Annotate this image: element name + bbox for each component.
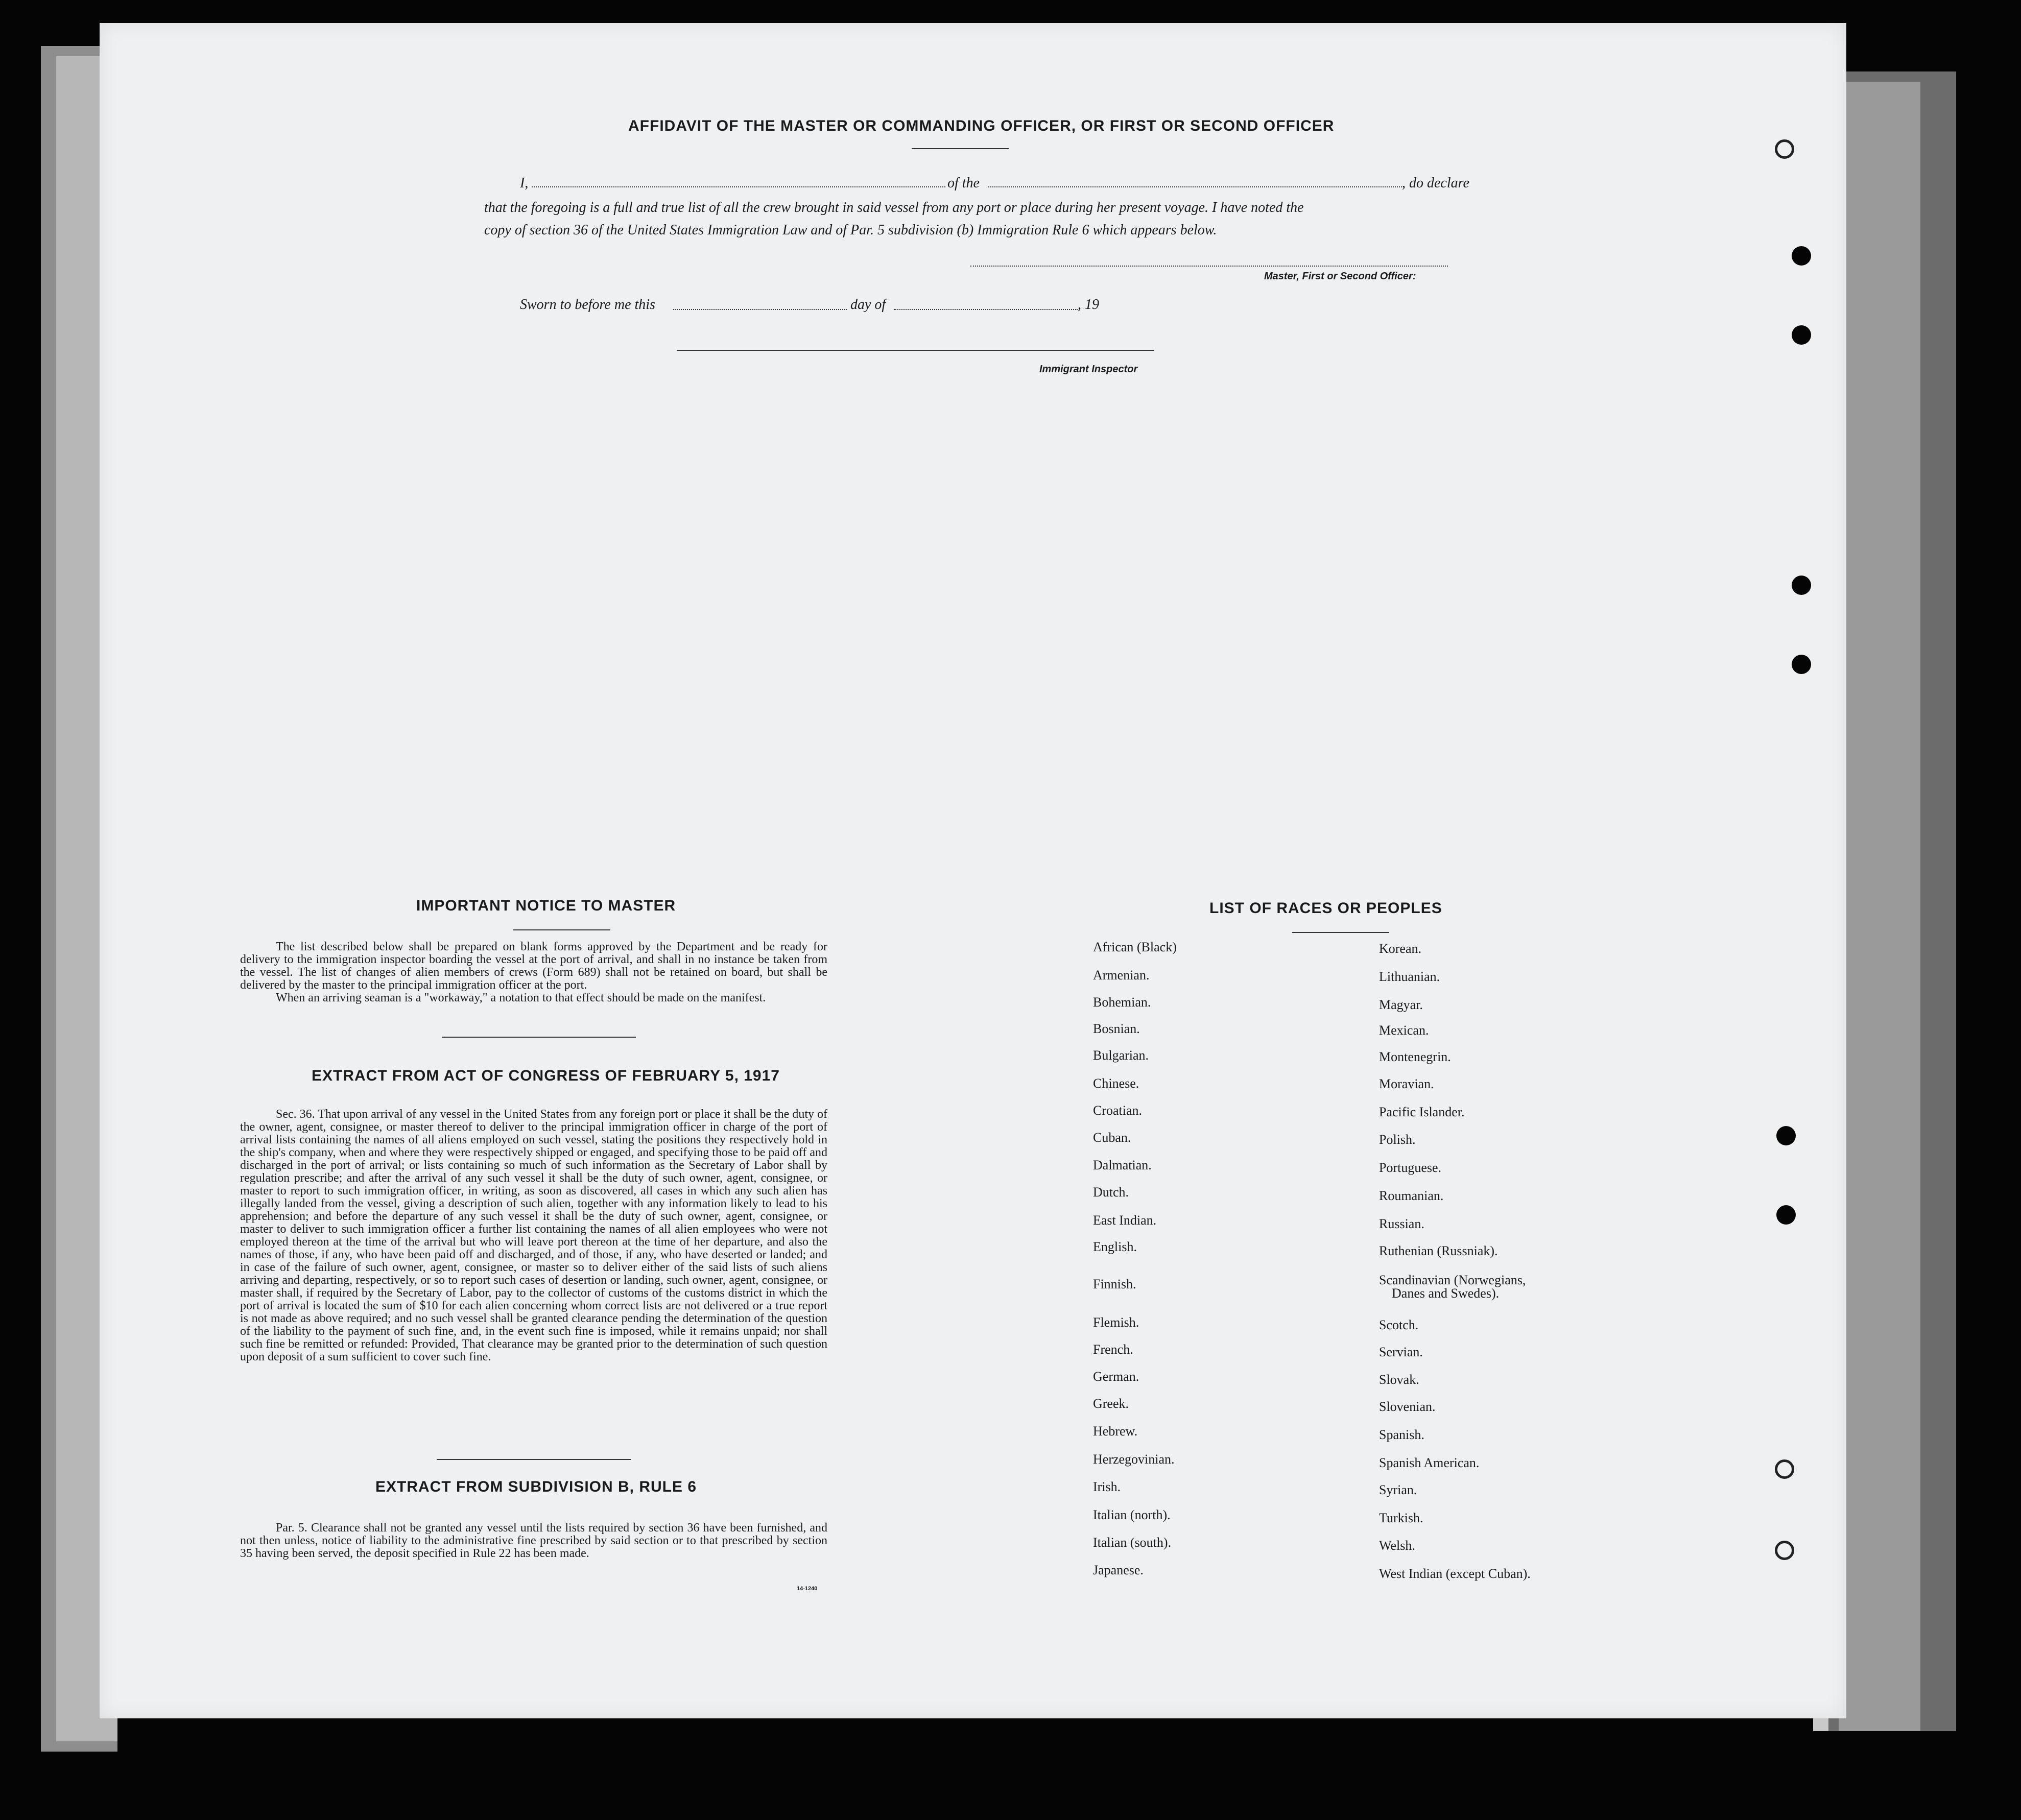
race-item: German. xyxy=(1093,1369,1139,1384)
race-item: Turkish. xyxy=(1379,1511,1423,1525)
race-item: Scotch. xyxy=(1379,1318,1419,1332)
race-item: Mexican. xyxy=(1379,1023,1429,1038)
punch-hole xyxy=(1775,1459,1794,1479)
divider xyxy=(437,1459,631,1460)
race-item: Japanese. xyxy=(1093,1563,1144,1577)
race-item: Bohemian. xyxy=(1093,995,1151,1010)
race-item: Italian (south). xyxy=(1093,1535,1172,1550)
race-item: Scandinavian (Norwegians, xyxy=(1379,1273,1526,1287)
affidavit-line2: that the foregoing is a full and true list of all the crew brought in said vessel from any port or place during her present voyage. I have noted the xyxy=(484,200,1304,215)
affidavit-i-label: I, xyxy=(520,175,529,191)
race-item: Herzegovinian. xyxy=(1093,1452,1175,1467)
race-item: Italian (north). xyxy=(1093,1507,1171,1522)
race-item: Magyar. xyxy=(1379,997,1423,1012)
race-item: Dutch. xyxy=(1093,1185,1129,1200)
race-item: Cuban. xyxy=(1093,1130,1131,1145)
notice-paragraph-1: The list described below shall be prepared on blank forms approved by the Department and be ready for delivery to the immigration inspector boarding the vessel at the port of arrival, and shall in no instance be taken from the vessel. The list of changes of alien members of crews (Form 689) shall not be retained on board, but shall be delivered by the master to the principal immigration officer at the port. xyxy=(240,940,827,992)
race-item: Greek. xyxy=(1093,1396,1129,1411)
extract-act-heading: EXTRACT FROM ACT OF CONGRESS OF FEBRUARY 5, 1917 xyxy=(312,1067,780,1084)
punch-hole xyxy=(1776,1205,1796,1225)
race-item: Pacific Islander. xyxy=(1379,1105,1465,1119)
race-item: Spanish. xyxy=(1379,1427,1424,1442)
race-item: French. xyxy=(1093,1342,1133,1357)
sworn-year: , 19 xyxy=(1078,297,1099,313)
race-item: Bosnian. xyxy=(1093,1021,1140,1036)
extract-act-body xyxy=(240,1108,827,1363)
manifest-page xyxy=(100,23,1846,1718)
race-item: African (Black) xyxy=(1093,940,1177,954)
race-item: Russian. xyxy=(1379,1216,1424,1231)
divider xyxy=(513,929,610,930)
inspector-caption: Immigrant Inspector xyxy=(1039,364,1138,375)
sworn-prefix: Sworn to before me this xyxy=(520,297,655,313)
punch-hole xyxy=(1792,655,1811,674)
affidavit-line3: copy of section 36 of the United States Immigration Law and of Par. 5 subdivision (b) Immigration Rule 6 which appears below. xyxy=(484,222,1217,238)
divider xyxy=(912,148,1009,149)
sworn-day-line xyxy=(673,309,847,310)
race-item: English. xyxy=(1093,1239,1137,1254)
underlying-sheet-right-inner xyxy=(1839,82,1920,1731)
race-item: Armenian. xyxy=(1093,968,1150,983)
race-item: Flemish. xyxy=(1093,1315,1139,1330)
divider xyxy=(442,1037,636,1038)
sworn-dayof: day of xyxy=(850,297,886,313)
affidavit-of-label: of the xyxy=(947,175,980,191)
race-item: Irish. xyxy=(1093,1479,1121,1494)
race-item: East Indian. xyxy=(1093,1213,1157,1228)
name-field-line xyxy=(532,186,945,187)
notice-heading: IMPORTANT NOTICE TO MASTER xyxy=(416,897,676,914)
race-item: Hebrew. xyxy=(1093,1424,1138,1439)
extract-rule-heading: EXTRACT FROM SUBDIVISION B, RULE 6 xyxy=(375,1478,697,1495)
form-number: 14-1240 xyxy=(797,1586,818,1592)
race-item: Croatian. xyxy=(1093,1103,1143,1118)
notice-body xyxy=(240,941,827,1004)
sworn-month-line xyxy=(894,309,1078,310)
race-item: West Indian (except Cuban). xyxy=(1379,1566,1531,1581)
races-heading: LIST OF RACES OR PEOPLES xyxy=(1209,900,1442,917)
race-item: Syrian. xyxy=(1379,1482,1417,1497)
signature-line xyxy=(970,266,1448,267)
inspector-line xyxy=(677,350,1154,351)
signature-caption: Master, First or Second Officer: xyxy=(1264,271,1416,282)
race-item-continuation: Danes and Swedes). xyxy=(1392,1286,1500,1301)
race-item: Bulgarian. xyxy=(1093,1048,1149,1063)
race-item: Servian. xyxy=(1379,1345,1423,1359)
race-item: Slovak. xyxy=(1379,1372,1419,1387)
race-item: Spanish American. xyxy=(1379,1455,1480,1470)
extract-rule-body xyxy=(240,1522,827,1560)
punch-hole xyxy=(1775,1541,1794,1560)
punch-hole xyxy=(1792,325,1811,345)
race-item: Korean. xyxy=(1379,941,1422,956)
race-item: Dalmatian. xyxy=(1093,1158,1152,1172)
race-item: Welsh. xyxy=(1379,1538,1415,1553)
race-item: Ruthenian (Russniak). xyxy=(1379,1243,1498,1258)
race-item: Portuguese. xyxy=(1379,1160,1442,1175)
race-item: Moravian. xyxy=(1379,1076,1434,1091)
race-item: Chinese. xyxy=(1093,1076,1139,1091)
punch-hole xyxy=(1775,139,1794,159)
extract-act-text: Sec. 36. That upon arrival of any vessel in the United States from any foreign port or place it shall be the duty of the owner, agent, consignee, or master thereof to deliver to the principal immigration officer in charge of the port of arrival lists containing the names of all aliens employed on such vessel, stating the positions they respectively hold in the ship's company, when and where they were respectively shipped or engaged, and specifying those to be paid off and discharged in the port of arrival; or lists containing so much of such information as the Secretary of Labor shall by regulation prescribe; and after the arrival of any such vessel it shall be the duty of such owner, agent, consignee, or master to report to such immigration officer, in writing, as soon as discovered, all cases in which any such alien has illegally landed from the vessel, giving a description of such alien, together with any information likely to lead to his apprehension; and before the departure of any such vessel it shall be the duty of such owner, agent, consignee, or master to deliver to such immigration officer a further list containing the names of all alien employees who were not employed thereon at the time of the arrival but who will leave port thereon at the time of her departure, and also the names of those, if any, who have been paid off and discharged, and of those, if any, who have deserted or landed; and in case of the failure of such owner, agent, consignee, or master so to deliver either of the said lists of such aliens arriving and departing, respectively, or so to report such cases of desertion or landing, such owner, agent, consignee, or master shall, if required by the Secretary of Labor, pay to the collector of customs of the customs district in which the port of arrival is located the sum of $10 for each alien concerning whom correct lists are not delivered or a true report is not made as above required; and no such vessel shall be granted clearance pending the determination of the question of the liability to the payment of such fine, and, in the event such fine is imposed, while it remains unpaid; nor shall such fine be remitted or refunded: Provided, That clearance may be granted prior to the determination of such question upon deposit of a sum sufficient to cover such fine. xyxy=(240,1108,827,1363)
extract-rule-text: Par. 5. Clearance shall not be granted any vessel until the lists required by section 36 have been furnished, and not then unless, notice of liability to the administrative fine prescribed by said section or to that prescribed by section 35 having been served, the deposit specified in Rule 22 has been made. xyxy=(240,1521,827,1560)
punch-hole xyxy=(1776,1126,1796,1145)
affidavit-heading: AFFIDAVIT OF THE MASTER OR COMMANDING OFFICER, OR FIRST OR SECOND OFFICER xyxy=(628,117,1335,134)
race-item: Montenegrin. xyxy=(1379,1049,1451,1064)
race-item: Finnish. xyxy=(1093,1277,1136,1291)
vessel-field-line xyxy=(988,186,1402,187)
punch-hole xyxy=(1792,576,1811,595)
affidavit-declare-label: , do declare xyxy=(1402,175,1469,191)
notice-paragraph-2: When an arriving seaman is a "workaway," a notation to that effect should be made on the manifest. xyxy=(276,991,766,1004)
race-item: Lithuanian. xyxy=(1379,969,1440,984)
race-item: Polish. xyxy=(1379,1132,1416,1147)
punch-hole xyxy=(1792,246,1811,266)
race-item: Slovenian. xyxy=(1379,1399,1436,1414)
divider xyxy=(1292,932,1389,933)
race-item: Roumanian. xyxy=(1379,1188,1444,1203)
